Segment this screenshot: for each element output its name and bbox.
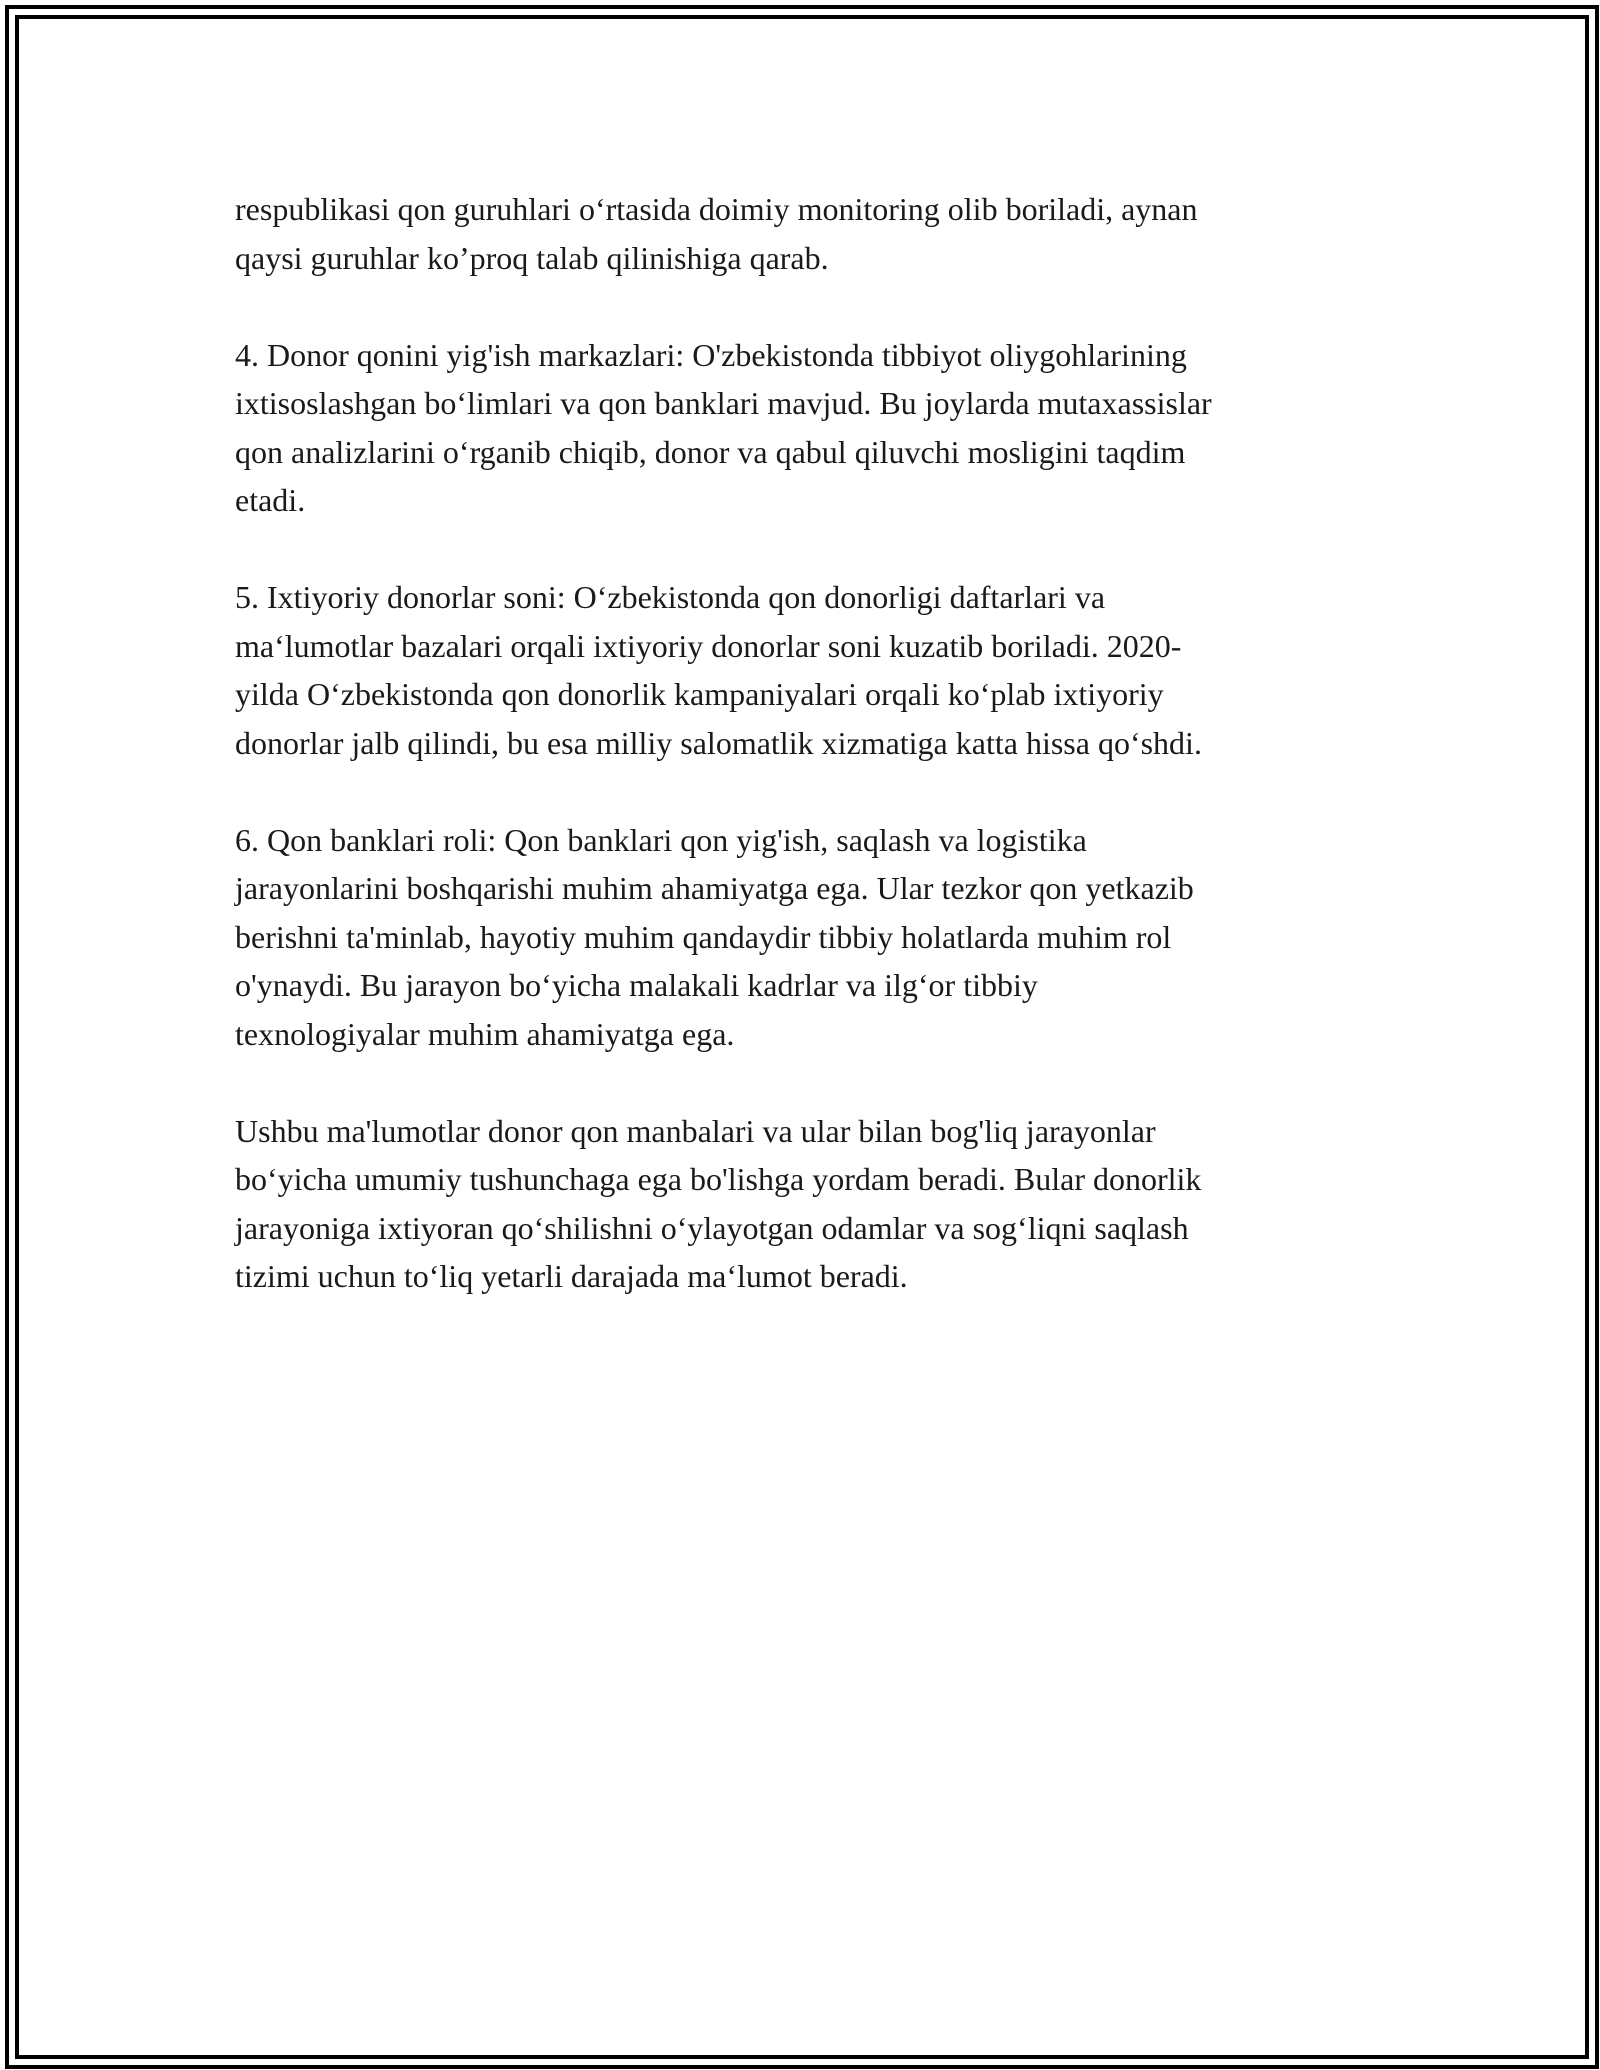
paragraph-continuation: respublikasi qon guruhlari o‘rtasida doimiy monitoring olib boriladi, aynan qaysi guruhlar ko’proq talab qilinishiga qarab. bbox=[235, 191, 1198, 276]
document-body bbox=[235, 185, 1375, 1349]
paragraph-section-4: 4. Donor qonini yig'ish markazlari: O'zbekistonda tibbiyot oliygohlarining ixtisoslashgan bo‘limlari va qon banklari mavjud. Bu joylarda mutaxassislar qon analizlarini o‘rganib chiqib, donor va qabul qiluvchi mosligini taqdim etadi. bbox=[235, 336, 1212, 518]
paragraph-section-5: 5. Ixtiyoriy donorlar soni: O‘zbekistonda qon donorligi daftarlari va ma‘lumotlar bazalari orqali ixtiyoriy donorlar soni kuzatib boriladi. 2020- yilda O‘zbekistonda qon donorlik kampaniyalari orqali ko‘plab ixtiyoriy donorlar jalb qilindi, bu esa milliy salomatlik xizmatiga katta hissa qo‘shdi. bbox=[235, 579, 1202, 761]
paragraph-conclusion: Ushbu ma'lumotlar donor qon manbalari va ular bilan bog'liq jarayonlar bo‘yicha umumiy tushunchaga ega bo'lishga yordam beradi. Bular donorlik jarayoniga ixtiyoran qo‘shilishni o‘ylayotgan odamlar va sog‘liqni saqlash tizimi uchun to‘liq yetarli darajada ma‘lumot beradi. bbox=[235, 1112, 1202, 1294]
paragraph-section-6: 6. Qon banklari roli: Qon banklari qon yig'ish, saqlash va logistika jarayonlarini boshqarishi muhim ahamiyatga ega. Ular tezkor qon yetkazib berishni ta'minlab, hayotiy muhim qandaydir tibbiy holatlarda muhim rol o'ynaydi. Bu jarayon bo‘yicha malakali kadrlar va ilg‘or tibbiy texnologiyalar muhim ahamiyatga ega. bbox=[235, 821, 1194, 1052]
